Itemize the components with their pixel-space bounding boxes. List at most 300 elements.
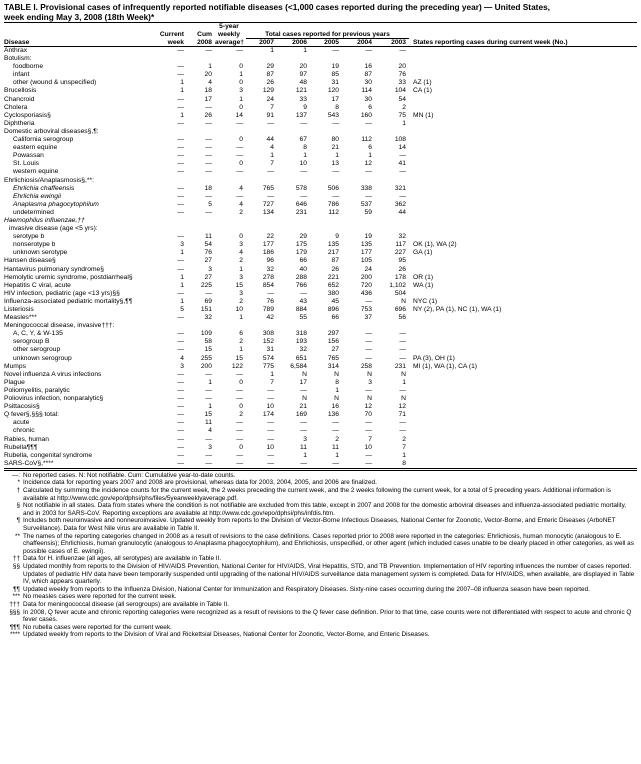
value-cell: — [177,265,184,273]
value-cell [147,322,187,330]
value-cell: 178 [394,273,406,281]
header-disease: Disease [4,38,30,46]
table-row [4,355,637,363]
value-cell: — [177,119,184,127]
states-cell [409,403,637,411]
states-cell [409,427,637,435]
value-cell: 31 [266,346,274,354]
states-cell [409,444,637,452]
states-cell [409,168,637,176]
value-cell [342,55,375,63]
value-cell: — [205,152,212,160]
value-cell: 896 [327,306,339,313]
value-cell: 87 [364,71,372,79]
value-cell: 41 [398,160,406,168]
value-cell: — [267,451,274,459]
value-cell: 3 [239,241,243,249]
value-cell: 193 [295,338,307,346]
value-cell: 2 [239,338,243,346]
footnote [4,517,637,532]
table-row [4,185,637,193]
value-cell: — [399,346,406,354]
value-cell: 8 [335,378,339,386]
value-cell: — [205,47,212,54]
value-cell: 45 [331,297,339,305]
value-cell: 297 [327,330,339,338]
table-row [4,330,637,338]
value-cell: N [401,297,406,305]
value-cell: 2 [402,103,406,111]
value-cell [375,225,409,233]
value-cell: — [399,168,406,176]
value-cell [375,55,409,63]
value-cell: 1,102 [389,281,406,289]
value-cell: — [365,354,372,362]
value-cell: — [332,192,339,200]
value-cell: 17 [331,95,339,103]
value-cell: 11 [300,443,307,451]
table-title [4,0,637,22]
value-cell: 0 [239,403,243,411]
value-cell: 43 [299,297,307,305]
table-row [4,395,637,403]
value-cell: — [365,419,372,427]
value-cell [187,55,215,63]
value-cell: — [267,427,274,435]
header-year-2005: 2005 [324,38,339,46]
disease-label: Botulism: [4,55,32,63]
value-cell: 160 [360,111,372,119]
value-cell: 1 [270,370,274,378]
value-cell: 152 [262,338,274,346]
value-cell: 3 [368,378,372,386]
value-cell: 231 [295,208,307,216]
value-cell: 720 [360,281,372,289]
value-cell: 200 [360,273,372,281]
value-cell: 258 [360,362,372,370]
table-row [4,444,637,452]
value-cell: 33 [398,79,406,87]
disease-label: Diphtheria [4,119,35,127]
states-cell [409,209,637,217]
value-cell [246,322,277,330]
value-cell: 4 [239,249,243,257]
table-row [4,128,637,136]
value-cell: 6 [368,103,372,111]
value-cell: 14 [398,144,406,152]
table-row [4,338,637,346]
value-cell: 1 [303,47,307,54]
table-row [4,241,637,249]
value-cell: 24 [266,95,274,103]
value-cell: — [177,289,184,297]
value-cell: 186 [262,249,274,257]
states-cell [409,460,637,469]
value-cell: — [267,435,274,443]
value-cell: 765 [262,184,274,192]
value-cell: 0 [239,63,243,71]
value-cell: — [177,459,184,467]
value-cell: 32 [299,346,307,354]
value-cell: 112 [328,208,339,216]
value-cell: 4 [239,184,243,192]
disease-label: acute [13,419,30,427]
value-cell: — [267,289,274,297]
value-cell [215,225,246,233]
table-row [4,120,637,128]
value-cell [277,128,310,136]
states-cell [409,322,637,330]
value-cell: 156 [327,338,339,346]
states-cell: MN (1) [413,111,434,119]
states-cell [409,387,637,395]
value-cell: 109 [200,330,212,338]
value-cell: 7 [368,435,372,443]
header-states: States reporting cases during current week (No.) [413,38,568,46]
states-cell: PA (3), OH (1) [413,354,455,362]
value-cell [310,55,342,63]
value-cell: 69 [204,297,212,305]
table-row [4,55,637,63]
footnote-text: Updated monthly from reports to the Division of HIV/AIDS Prevention, National Center for HIV/AIDS, Viral Hepatitis, STD, and TB Prevention. Implementation of HIV reporting influences the number of cases reported. Updates of pediatric HIV data have been temporarily suspended until upgrading of the national HIV/AIDS surveillance data management system is completed. Data for HIV/AIDS, when available, are displayed in Table IV, which appears quarterly. [23,563,635,586]
table-row [4,379,637,387]
states-cell [409,104,637,112]
table-row [4,63,637,71]
title-line-1: TABLE I. Provisional cases of infrequently reported notifiable diseases (<1,000 cases reported during the preceding year) — United States, [4,2,550,12]
value-cell: — [365,427,372,435]
states-cell [409,266,637,274]
value-cell: 169 [295,411,307,419]
disease-label: undetermined [13,208,54,216]
table-row [4,274,637,282]
states-cell [409,177,637,185]
value-cell: 308 [262,330,274,338]
value-cell: 15 [235,354,243,362]
value-cell: — [177,103,184,111]
value-cell: 11 [205,419,212,427]
footnote-symbol: ¶¶¶ [9,623,20,631]
header-year-2003: 2003 [391,38,406,46]
value-cell: — [365,451,372,459]
value-cell: 0 [239,103,243,111]
value-cell [277,55,310,63]
value-cell: 18 [204,87,212,95]
value-cell [187,225,215,233]
value-cell: 31 [331,79,339,87]
value-cell [342,128,375,136]
value-cell: — [365,338,372,346]
value-cell: 217 [327,249,339,257]
value-cell: — [365,297,372,305]
disease-label: Hantavirus pulmonary syndrome§ [4,265,104,273]
value-cell: 227 [394,249,406,257]
value-cell: 8 [335,103,339,111]
value-cell: N [302,370,307,378]
footnote-symbol: **** [10,631,20,639]
value-cell: 19 [331,63,339,71]
disease-label: invasive disease (age <5 yrs): [9,225,98,233]
value-cell: 1 [180,111,184,119]
states-cell: MI (1), WA (1), CA (1) [413,362,478,370]
value-cell: 135 [360,241,372,249]
value-cell: 5 [208,200,212,208]
disease-label: Hepatitis C viral, acute [4,281,71,289]
states-cell [409,419,637,427]
states-cell [409,160,637,168]
value-cell: 696 [394,306,406,313]
disease-label: serogroup B [13,338,50,346]
footnote [4,479,637,487]
value-cell: 175 [295,241,307,249]
states-cell [409,144,637,152]
disease-label: Poliovirus infection, nonparalytic§ [4,395,104,403]
disease-label: Mumps [4,362,26,370]
value-cell: 15 [235,281,243,289]
footnote [4,609,637,624]
value-cell: 58 [204,338,212,346]
states-cell [409,136,637,144]
states-cell [409,47,637,56]
value-cell: 26 [331,265,339,273]
disease-label: infant [13,71,30,79]
footnote-text: Updated weekly from reports to the Influenza Division, National Center for Immunization and Respiratory Diseases. Sixty-nine cases occurring during the 2007–08 influenza season have been reported. [23,585,590,593]
value-cell: — [365,47,372,54]
disease-label: Chancroid [4,95,35,103]
value-cell: N [334,395,339,403]
value-cell: 652 [327,281,339,289]
value-cell: 1 [180,87,184,95]
footnote-text: Incidence data for reporting years 2007 and 2008 are provisional, whereas data for 2003, 2004, 2005, and 2006 are finalized. [23,479,377,487]
value-cell: — [332,427,339,435]
value-cell: 1 [208,403,212,411]
disease-label: Meningococcal disease, invasive†††: [4,322,115,330]
value-cell: — [267,192,274,200]
value-cell: 1 [368,152,372,160]
value-cell: — [205,103,212,111]
value-cell: 255 [200,354,212,362]
value-cell [342,322,375,330]
disease-label: Novel influenza A virus infections [4,370,102,378]
value-cell: 3 [239,87,243,95]
value-cell [246,177,277,185]
footnote-text: Includes both neuroinvasive and nonneuroinvasive. Updated weekly from reports to the Division of Vector-Borne Infectious Diseases, National Center for Zoonotic, Vector-Borne, and Enteric Diseases (ArboNET Surveillance). Data for West Nile virus are available in Table II. [23,517,616,533]
disease-label: Domestic arboviral diseases§,¶: [4,127,99,135]
table-row [4,209,637,217]
value-cell [375,322,409,330]
value-cell [147,217,187,225]
value-cell: — [236,144,243,152]
disease-label: Ehrlichia chaffeensis [13,184,75,192]
disease-label: Haemophilus influenzae,†† [4,216,85,224]
value-cell: 884 [295,306,307,313]
footnote-text: Not notifiable in all states. Data from states where the condition is not notifiable are excluded from this table, except in 2007 and 2008 for the domestic arboviral diseases and influenza-associated pediatric mortality, and in 2003 for SARS-CoV. Reporting exceptions are available at http://www.cdc.gov/epo/dphsi/phs/infdis.htm. [23,502,627,517]
value-cell: N [401,370,406,378]
table-row [4,282,637,290]
value-cell: 179 [295,249,307,257]
states-cell [409,436,637,444]
footnote-symbol: —: [11,471,20,479]
value-cell: 20 [204,71,212,79]
value-cell: 3 [180,241,184,249]
disease-label: Influenza-associated pediatric mortality§,¶¶ [4,297,133,305]
header-5yr-line1: 5-year [219,23,239,30]
value-cell: — [177,47,184,54]
value-cell: 2 [239,297,243,305]
value-cell: — [177,184,184,192]
value-cell: 112 [361,136,372,144]
table-row [4,104,637,112]
value-cell: 26 [398,265,406,273]
table-row [4,136,637,144]
value-cell: — [205,459,212,467]
value-cell: 646 [295,200,307,208]
value-cell: 136 [327,411,339,419]
value-cell: 2 [402,435,406,443]
value-cell: 1 [180,273,184,281]
value-cell [342,177,375,185]
value-cell: 108 [394,136,406,144]
value-cell [147,55,187,63]
value-cell: — [236,419,243,427]
states-cell: WA (1) [413,281,434,289]
value-cell: — [267,395,274,403]
value-cell: 97 [299,71,307,79]
footnote [4,563,637,586]
value-cell: 105 [360,257,372,265]
value-cell: 5 [180,306,184,313]
value-cell: — [177,378,184,386]
value-cell: 9 [303,103,307,111]
table-row [4,96,637,104]
table-row [4,452,637,460]
disease-label: western equine [13,168,59,176]
value-cell: 177 [360,249,372,257]
value-cell: 10 [364,443,372,451]
disease-label: A, C, Y, & W-135 [13,330,63,338]
value-cell: 15 [204,346,212,354]
disease-label: Hemolytic uremic syndrome, postdiarrheal§ [4,273,133,281]
value-cell: — [365,346,372,354]
value-cell: — [300,427,307,435]
header-year-2007: 2007 [259,38,274,46]
table-row [4,257,637,265]
value-cell: 2 [239,411,243,419]
value-cell: 3 [208,443,212,451]
value-cell: 854 [262,281,274,289]
footnote-symbol: ** [15,532,20,540]
value-cell: — [177,338,184,346]
disease-label: Anaplasma phagocytophilum [13,200,99,208]
value-cell: 12 [364,403,372,411]
value-cell: 18 [204,184,212,192]
table-row [4,306,637,314]
value-cell: 9 [335,233,339,241]
value-cell [215,217,246,225]
value-cell: — [236,168,243,176]
disease-table [4,22,637,469]
value-cell: — [177,152,184,160]
value-cell: 1 [270,152,274,160]
value-cell [246,217,277,225]
states-cell [409,411,637,419]
value-cell: 578 [295,184,307,192]
disease-label: Q fever§,§§§ total: [4,411,60,419]
value-cell: — [332,419,339,427]
footnote-symbol: *** [12,593,20,601]
value-cell: — [300,419,307,427]
value-cell: — [236,152,243,160]
value-cell [246,128,277,136]
value-cell: 135 [327,241,339,249]
header-year-2004: 2004 [357,38,372,46]
value-cell [310,128,342,136]
value-cell [215,177,246,185]
value-cell: 288 [295,273,307,281]
value-cell: — [236,47,243,54]
value-cell [187,322,215,330]
table-row [4,436,637,444]
value-cell: 7 [402,443,406,451]
value-cell: 1 [303,451,307,459]
value-cell [375,217,409,225]
value-cell [310,225,342,233]
value-cell: 1 [239,95,243,103]
value-cell [375,128,409,136]
disease-label: eastern equine [13,144,58,152]
value-cell: — [177,370,184,378]
footnote-symbol: † [16,487,20,495]
value-cell: 32 [398,233,406,241]
states-cell [409,290,637,298]
disease-label: serotype b [13,233,45,241]
table-row [4,168,637,176]
value-cell [342,217,375,225]
table-row [4,387,637,395]
value-cell: 121 [295,87,307,95]
disease-label: nonserotype b [13,241,56,249]
value-cell [277,225,310,233]
value-cell: 537 [360,200,372,208]
table-row [4,152,637,160]
value-cell [246,225,277,233]
table-row [4,411,637,419]
value-cell [187,217,215,225]
footnote-symbol: ¶¶ [13,585,20,593]
value-cell: 0 [239,160,243,168]
states-cell [409,193,637,201]
disease-label: Brucellosis [4,87,37,95]
value-cell: 87 [331,257,339,265]
states-cell [409,55,637,63]
value-cell: 10 [299,160,307,168]
value-cell: — [177,257,184,265]
value-cell: 20 [299,63,307,71]
disease-label: Ehrlichiosis/Anaplasmosis§,**: [4,176,94,184]
disease-label: Hansen disease§ [4,257,56,265]
value-cell: 67 [299,136,307,144]
value-cell: 504 [394,289,406,297]
value-cell: — [236,427,243,435]
header-cum-line2: 2008 [197,38,212,46]
value-cell [187,177,215,185]
value-cell: — [399,386,406,394]
value-cell: — [177,168,184,176]
value-cell: 789 [262,306,274,313]
table-row [4,160,637,168]
header-5yr-line2: weekly [218,31,240,39]
states-cell [409,371,637,379]
value-cell: — [177,208,184,216]
